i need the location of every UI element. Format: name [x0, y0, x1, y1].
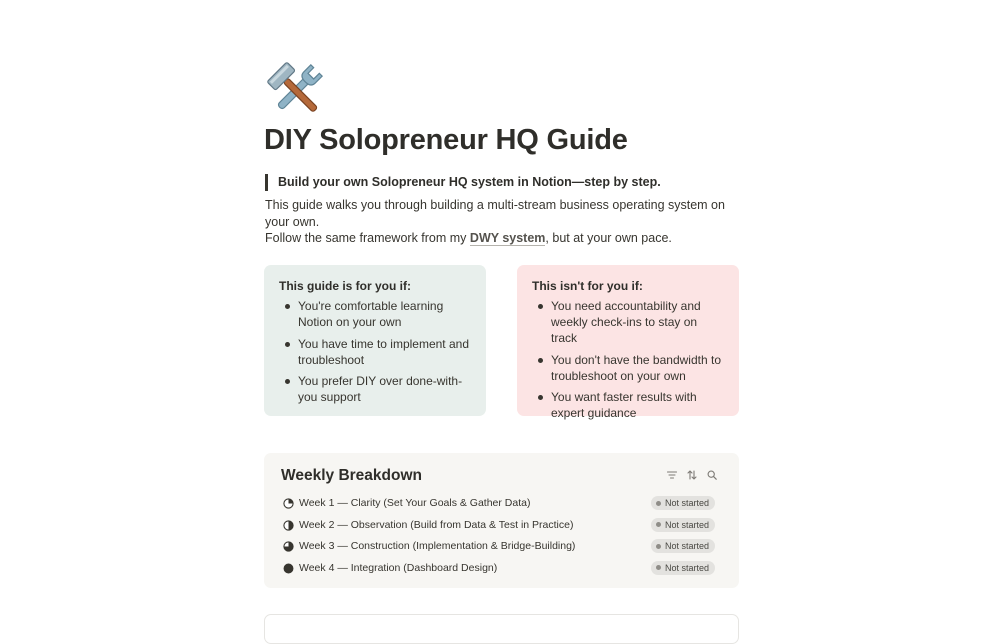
- row-label[interactable]: Week 3 — Construction (Implementation & Bridge-Building): [299, 540, 576, 552]
- database-toolbar: [667, 469, 717, 481]
- next-content-block: [264, 614, 739, 644]
- list-item: You want faster results with expert guidance: [532, 389, 725, 421]
- progress-three-quarter-icon: [283, 541, 294, 552]
- row-label[interactable]: Week 4 — Integration (Dashboard Design): [299, 561, 498, 574]
- intro-line-1: This guide walks you through building a multi-stream business operating system on your own.: [265, 198, 725, 229]
- intro-line-2: [265, 230, 735, 247]
- status-badge[interactable]: [651, 496, 715, 510]
- status-text: Not started: [664, 541, 709, 551]
- table-row[interactable]: [283, 516, 715, 537]
- row-label[interactable]: Week 1 — Clarity (Set Your Goals & Gather Data): [299, 497, 531, 509]
- search-icon[interactable]: [707, 469, 717, 481]
- dwy-system-link[interactable]: DWY system: [469, 231, 546, 245]
- hammer-and-wrench-icon[interactable]: [264, 60, 328, 122]
- intro-text-before-link: Follow the same framework from my: [265, 231, 470, 245]
- row-label[interactable]: Week 2 — Observation (Build from Data & Test in Practice): [299, 518, 574, 531]
- status-text: Not started: [664, 498, 709, 508]
- page-title: DIY Solopreneur HQ Guide: [264, 124, 628, 156]
- table-row[interactable]: [283, 494, 715, 515]
- status-text: Not started: [664, 562, 709, 573]
- not-for-you-list: [532, 298, 725, 421]
- status-badge[interactable]: [651, 539, 715, 553]
- list-item: You're comfortable learning Notion on your own: [279, 298, 472, 330]
- list-item: You have time to implement and troubleshoot: [279, 336, 472, 368]
- list-item: You don't have the bandwidth to troubleshoot on your own: [532, 352, 725, 384]
- database-title[interactable]: Weekly Breakdown: [281, 467, 422, 484]
- weekly-breakdown-database: [264, 453, 739, 588]
- list-item: You need accountability and weekly check-ins to stay on track: [532, 298, 725, 346]
- status-badge[interactable]: [651, 561, 715, 575]
- table-row[interactable]: [283, 559, 715, 580]
- progress-half-icon: [283, 520, 294, 531]
- sort-icon[interactable]: [687, 469, 697, 481]
- for-you-callout: [264, 265, 486, 416]
- for-you-list: [279, 298, 472, 405]
- filter-icon[interactable]: [667, 469, 677, 481]
- status-text: Not started: [664, 519, 709, 530]
- progress-quarter-icon: [283, 498, 294, 509]
- callout-quote: Build your own Solopreneur HQ system in Notion—step by step.: [265, 174, 661, 191]
- not-for-you-heading: This isn't for you if:: [532, 279, 643, 293]
- progress-full-icon: [283, 563, 294, 574]
- intro-paragraph: [265, 197, 735, 247]
- not-for-you-callout: [517, 265, 739, 420]
- status-badge[interactable]: [651, 518, 715, 532]
- list-item: You prefer DIY over done-with-you support: [279, 373, 472, 405]
- intro-text-after-link: , but at your own pace.: [545, 231, 672, 245]
- table-row[interactable]: [283, 537, 715, 558]
- for-you-heading: This guide is for you if:: [279, 279, 411, 293]
